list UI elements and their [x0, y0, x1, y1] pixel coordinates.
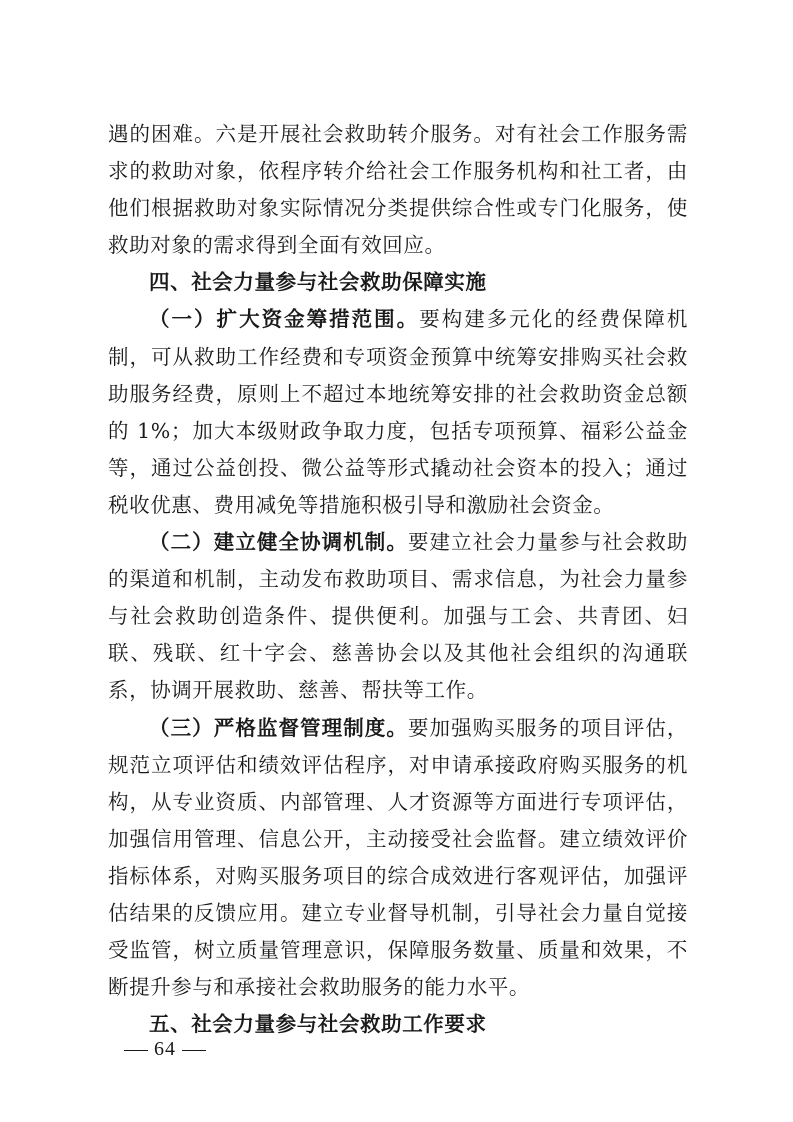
subsection-title-3: （三）严格监督管理制度。: [149, 715, 408, 740]
paragraph-text: 要构建多元化的经费保障机制，可从救助工作经费和专项资金预算中统筹安排购买社会救助服务经费，原则上不超过本地统筹安排的社会救助资金总额的 1%；加大本级财政争取力度，包括专项预算、福彩公益金等，通过公益创投、微公益等形式撬动社会资本的投入；通过税收优惠、费用减免等措施积极引导和激励社会资金。: [108, 307, 689, 517]
left-dash: [124, 1050, 148, 1052]
heading-text: 四、社会力量参与社会救助保障实施: [149, 270, 487, 295]
section-heading-4: [108, 264, 688, 301]
body-paragraph-1: [108, 116, 688, 264]
right-dash: [182, 1050, 206, 1052]
heading-text: 五、社会力量参与社会救助工作要求: [149, 1012, 487, 1037]
body-paragraph-4: [108, 710, 688, 1007]
subsection-title-2: （二）建立健全协调机制。: [149, 530, 408, 555]
body-paragraph-2: [108, 301, 688, 524]
body-paragraph-3: [108, 524, 688, 709]
paragraph-text: 遇的困难。六是开展社会救助转介服务。对有社会工作服务需求的救助对象，依程序转介给社会工作服务机构和社工者，由他们根据救助对象实际情况分类提供综合性或专门化服务，使救助对象的需求得到全面有效回应。: [108, 122, 688, 258]
paragraph-text: 要加强购买服务的项目评估，规范立项评估和绩效评估程序，对申请承接政府购买服务的机构，从专业资质、内部管理、人才资源等方面进行专项评估，加强信用管理、信息公开，主动接受社会监督。建立绩效评价指标体系，对购买服务项目的综合成效进行客观评估，加强评估结果的反馈应用。建立专业督导机制，引导社会力量自觉接受监管，树立质量管理意识，保障服务数量、质量和效果，不断提升参与和承接社会救助服务的能力水平。: [108, 715, 688, 1000]
page-footer: [118, 1038, 212, 1061]
subsection-title-1: （一）扩大资金筹措范围。: [149, 307, 420, 332]
document-page: [108, 116, 688, 1043]
paragraph-text: 要建立社会力量参与社会救助的渠道和机制，主动发布救助项目、需求信息，为社会力量参与社会救助创造条件、提供便利。加强与工会、共青团、妇联、残联、红十字会、慈善协会以及其他社会组织的沟通联系，协调开展救助、慈善、帮扶等工作。: [108, 530, 688, 703]
page-number: 64: [154, 1038, 176, 1060]
